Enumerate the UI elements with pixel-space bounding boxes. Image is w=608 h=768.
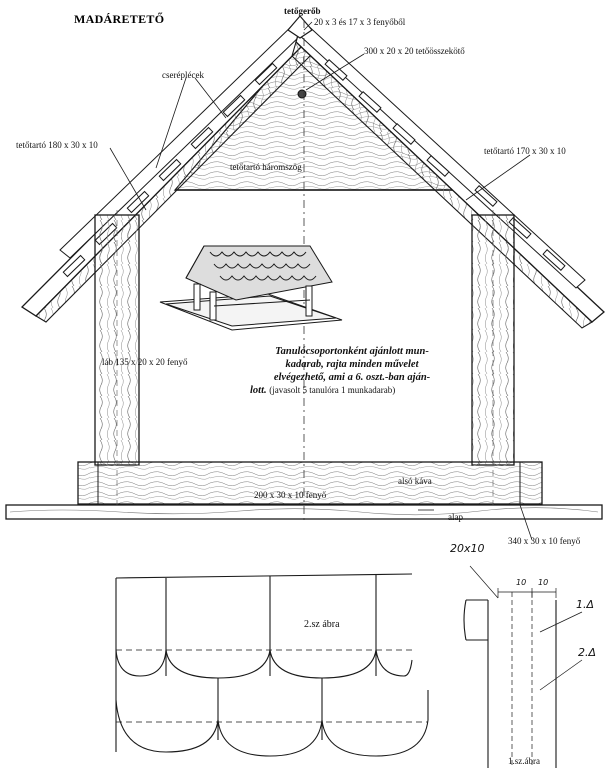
note-line-4: lott.: [250, 385, 267, 396]
note-line-2: kadarab, rajta minden művelet: [285, 359, 419, 370]
figure-1-size-label: 20x10: [450, 542, 485, 555]
right-rafter-label: tetőtartó 170 x 30 x 10: [484, 146, 566, 156]
base-board-spec-label: 200 x 30 x 10 fenyő: [254, 490, 327, 500]
lower-frame-label: alsó káva: [398, 476, 432, 486]
roof-connector-bolt: [298, 90, 306, 98]
figure-1-dim-right: 10: [538, 578, 549, 587]
feeder-sketch: [160, 246, 342, 330]
recommendation-note: [232, 345, 472, 397]
note-small: (javasolt 5 tanulóra 1 munkadarab): [269, 385, 396, 395]
drawing-title: MADÁRETETŐ: [74, 12, 165, 26]
note-line-1: Tanulócsoportonként ajánlott mun-: [275, 346, 429, 357]
base-spec-label: 340 x 30 x 10 fenyő: [508, 536, 581, 546]
note-line-3: elvégezhető, ami a 6. oszt.-ban aján-: [273, 372, 431, 383]
ridge-cap-label: tetőgerőb: [284, 6, 321, 16]
figure-1-caption: 1.sz.ábra: [508, 756, 540, 766]
figure-1-batten: [464, 566, 582, 768]
figure-2-shingles: [116, 574, 428, 756]
base-label: alap: [448, 512, 463, 522]
left-rafter-label: tetőtartó 180 x 30 x 10: [16, 140, 98, 150]
tiles-label: cseréplécek: [162, 70, 204, 80]
figure-1-mark-b: 2.Δ: [578, 646, 597, 659]
ridge-spec-label: 20 x 3 és 17 x 3 fenyőből: [314, 17, 406, 27]
figure-1-dim-left: 10: [516, 578, 527, 587]
figure-2-caption: 2.sz ábra: [304, 619, 340, 630]
leg-label: láb 135 x 20 x 20 fenyő: [102, 357, 188, 367]
figure-1-mark-a: 1.Δ: [576, 598, 595, 611]
roof-triangle-label: tetőtartó háromszög: [230, 162, 302, 172]
roof-connector-label: 300 x 20 x 20 tetőösszekötő: [364, 46, 465, 56]
